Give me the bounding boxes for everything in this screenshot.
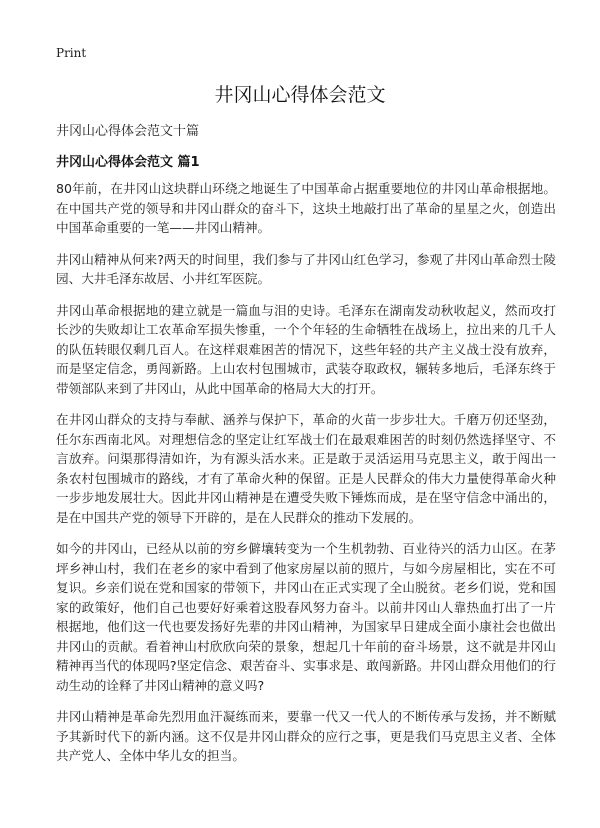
paragraph-5: 如今的井冈山，已经从以前的穷乡僻壤转变为一个生机勃勃、百业待兴的活力山区。在茅坪乡神山村，我们在老乡的家中看到了他家房屋以前的照片，与如今房屋相比，实在不可复识。乡亲们说在党和国家的带领下，井冈山在正式实现了全山脱贫。老乡们说，党和国家的政策好，他们自己也要好好乘着这股春风努力奋斗。以前井冈山人靠热血打出了一片根据地，他们这一代也要发扬好先辈的井冈山精神，为国家早日建成全面小康社会也做出井冈山的贡献。看着神山村欣欣向荣的景象，想起几十年前的奋斗场景，这不就是井冈山精神再当代的体现吗?坚定信念、艰苦奋斗、实事求是、敢闯新路。井冈山群众用他们的行动生动的诠释了井冈山精神的意义吗? bbox=[56, 541, 556, 693]
paragraph-1: 80年前，在井冈山这块群山环绕之地诞生了中国革命占据重要地位的井冈山革命根据地。在中国共产党的领导和井冈山群众的奋斗下，这块土地敲打出了革命的星星之火，创造出中国革命重要的一笔——井冈山精神。 bbox=[56, 181, 556, 235]
paragraph-6: 井冈山精神是革命先烈用血汗凝练而来，要靠一代又一代人的不断传承与发扬，并不断赋予其新时代下的新内涵。这不仅是井冈山群众的应行之事，更是我们马克思主义者、全体共产党人、全体中华儿女的担当。 bbox=[56, 709, 556, 763]
section-heading: 井冈山心得体会范文 篇1 bbox=[56, 155, 200, 170]
print-link[interactable]: Print bbox=[56, 46, 87, 60]
paragraph-3: 井冈山革命根据地的建立就是一篇血与泪的史诗。毛泽东在湖南发动秋收起义，然而攻打长沙的失败却让工农革命军损失惨重，一个个年轻的生命牺牲在战场上，拉出来的几千人的队伍转眼仅剩几百人。在这样艰难困苦的情况下，这些年轻的共产主义战士没有放弃，而是坚定信念，勇闯新路。上山农村包围城市，武装夺取政权，辗转多地后，毛泽东终于带领部队来到了井冈山，从此中国革命的格局大大的打开。 bbox=[56, 302, 556, 396]
document-title: 井冈山心得体会范文 bbox=[214, 84, 386, 106]
document-subtitle: 井冈山心得体会范文十篇 bbox=[56, 124, 200, 139]
paragraph-4: 在井冈山群众的支持与奉献、涵养与保护下，革命的火苗一步步壮大。千磨万仞还坚劲，任尔东西南北风。对理想信念的坚定让红军战士们在最艰难困苦的时刻仍然选择坚守、不言放弃。问渠那得清如许，为有源头活水来。正是敢于灵活运用马克思主义，敢于闯出一条农村包围城市的路线，才有了革命火种的保留。正是人民群众的伟大力量使得革命火种一步步地发展壮大。因此井冈山精神是在遭受失败下锤炼而成，是在坚守信念中涌出的，是在中国共产党的领导下开辟的，是在人民群众的推动下发展的。 bbox=[56, 412, 556, 525]
paragraph-2: 井冈山精神从何来?两天的时间里，我们参与了井冈山红色学习，参观了井冈山革命烈士陵园、大井毛泽东故居、小井红军医院。 bbox=[56, 251, 556, 286]
article-body bbox=[56, 179, 556, 778]
